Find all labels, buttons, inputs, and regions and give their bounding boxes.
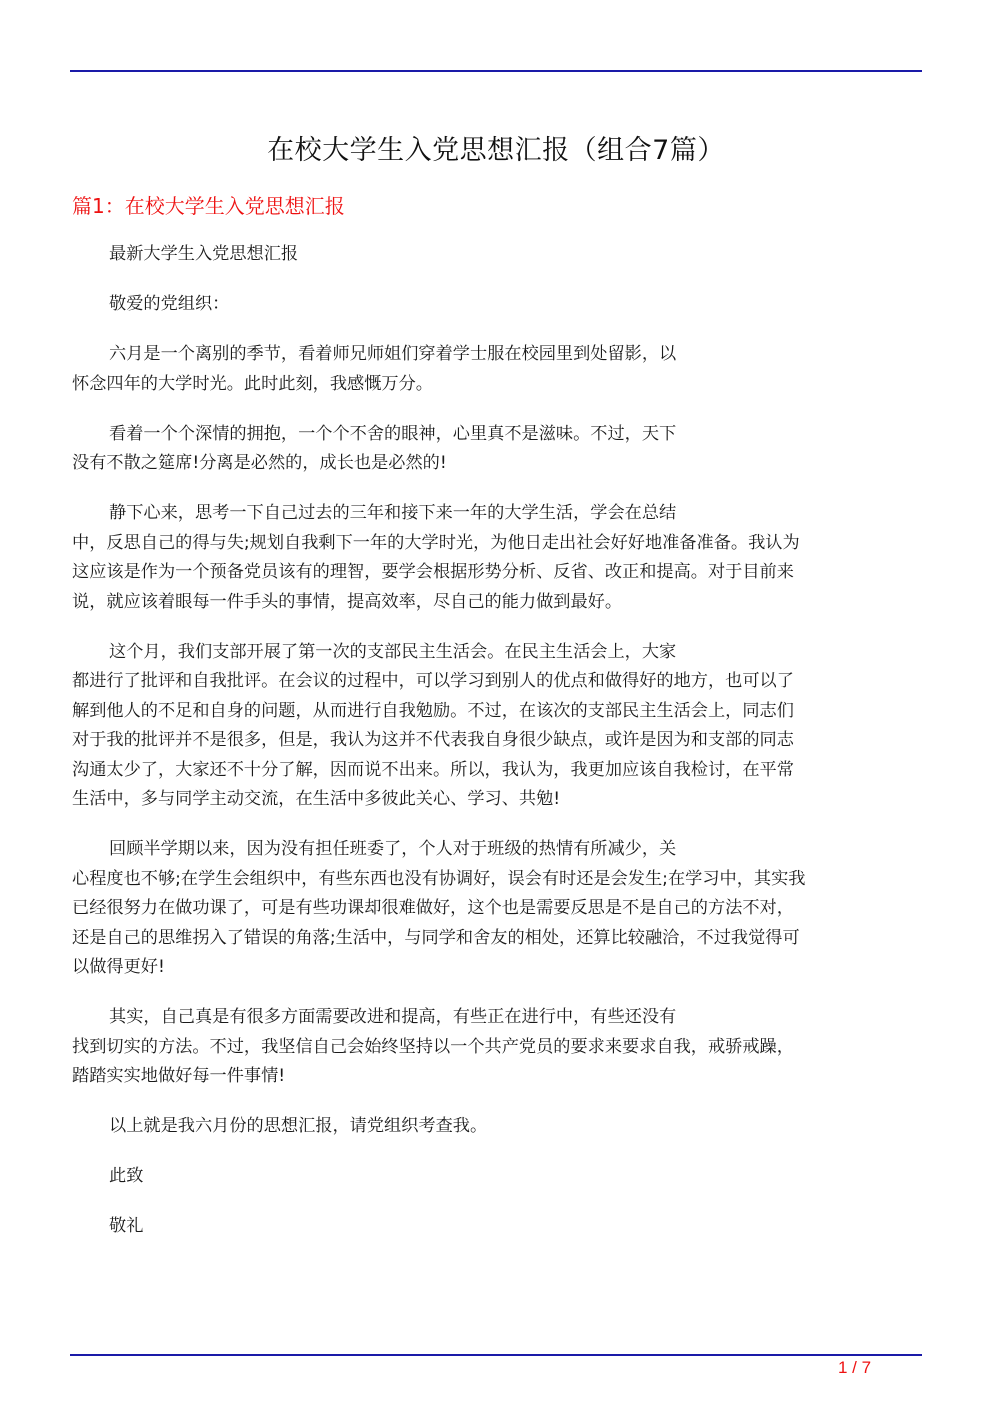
paragraph-line: 解到他人的不足和自身的问题，从而进行自我勉励。不过，在该次的支部民主生活会上，同志们	[72, 700, 794, 721]
paragraph-line: 六月是一个离别的季节，看着师兄师姐们穿着学士服在校园里到处留影，以	[109, 344, 677, 364]
paragraph-salutation	[72, 290, 920, 320]
paragraph-line: 这应该是作为一个预备党员该有的理智，要学会根据形势分析、反省、改正和提高。对于目前来	[72, 562, 794, 582]
paragraph-line: 最新大学生入党思想汇报	[109, 244, 299, 264]
document-title: 在校大学生入党思想汇报（组合7篇）	[267, 135, 725, 166]
paragraph-line: 回顾半学期以来，因为没有担任班委了，个人对于班级的热情有所减少，关	[109, 839, 677, 859]
paragraph-line: 这个月，我们支部开展了第一次的支部民主生活会。在民主生活会上，大家	[109, 641, 677, 662]
paragraph-line: 看着一个个深情的拥抱，一个个不舍的眼神，心里真不是滋味。不过，天下	[109, 423, 677, 444]
paragraph	[72, 340, 920, 399]
paragraph-line: 心程度也不够;在学生会组织中，有些东西也没有协调好，误会有时还是会发生;在学习中，其实我	[72, 868, 806, 889]
paragraph-closing	[72, 1112, 920, 1142]
paragraph-line: 怀念四年的大学时光。此时此刻，我感慨万分。	[72, 373, 433, 394]
paragraph-line: 敬礼	[109, 1216, 144, 1236]
page-number: 1 / 7	[838, 1358, 872, 1377]
paragraph-line: 沟通太少了，大家还不十分了解，因而说不出来。所以，我认为，我更加应该自我检讨，在平常	[72, 759, 794, 780]
paragraph-subtitle	[72, 240, 920, 270]
paragraph-line: 说，就应该着眼每一件手头的事情，提高效率，尽自己的能力做到最好。	[72, 591, 623, 612]
section-heading: 篇1：在校大学生入党思想汇报	[72, 194, 345, 218]
paragraph-line: 其实，自己真是有很多方面需要改进和提高，有些正在进行中，有些还没有	[109, 1007, 677, 1027]
paragraph-line: 都进行了批评和自我批评。在会议的过程中，可以学习到别人的优点和做得好的地方，也可以了	[72, 671, 794, 691]
paragraph-line: 中，反思自己的得与失;规划自我剩下一年的大学时光，为他日走出社会好好地准备准备。我认为	[72, 532, 800, 553]
paragraph-line: 以做得更好!	[72, 957, 165, 977]
paragraph-line: 没有不散之筵席!分离是必然的，成长也是必然的!	[72, 453, 447, 473]
paragraph-line: 已经很努力在做功课了，可是有些功课却很难做好，这个也是需要反思是不是自己的方法不对，	[72, 898, 794, 918]
paragraph	[72, 420, 920, 479]
paragraph	[72, 1003, 920, 1092]
paragraph-line: 以上就是我六月份的思想汇报，请党组织考查我。	[109, 1116, 488, 1136]
closing-salute	[72, 1162, 920, 1192]
paragraph-line: 对于我的批评并不是很多，但是，我认为这并不代表我自身很少缺点，或许是因为和支部的同志	[72, 730, 794, 750]
paragraph	[72, 835, 920, 983]
paragraph	[72, 499, 920, 617]
paragraph-line: 找到切实的方法。不过，我坚信自己会始终坚持以一个共产党员的要求来要求自我，戒骄戒躁，	[72, 1036, 794, 1057]
paragraph-line: 敬爱的党组织：	[109, 294, 230, 314]
document-body	[72, 240, 920, 1262]
paragraph	[72, 638, 920, 815]
closing-regards	[72, 1212, 920, 1242]
paragraph-line: 静下心来，思考一下自己过去的三年和接下来一年的大学生活，学会在总结	[109, 503, 677, 523]
header-rule	[70, 70, 922, 72]
paragraph-line: 还是自己的思维拐入了错误的角落;生活中，与同学和舍友的相处，还算比较融洽，不过我觉得可	[72, 927, 800, 948]
paragraph-line: 踏踏实实地做好每一件事情!	[72, 1066, 286, 1086]
footer-rule	[70, 1354, 922, 1356]
paragraph-line: 生活中，多与同学主动交流，在生活中多彼此关心、学习、共勉!	[72, 789, 561, 809]
paragraph-line: 此致	[109, 1166, 144, 1186]
